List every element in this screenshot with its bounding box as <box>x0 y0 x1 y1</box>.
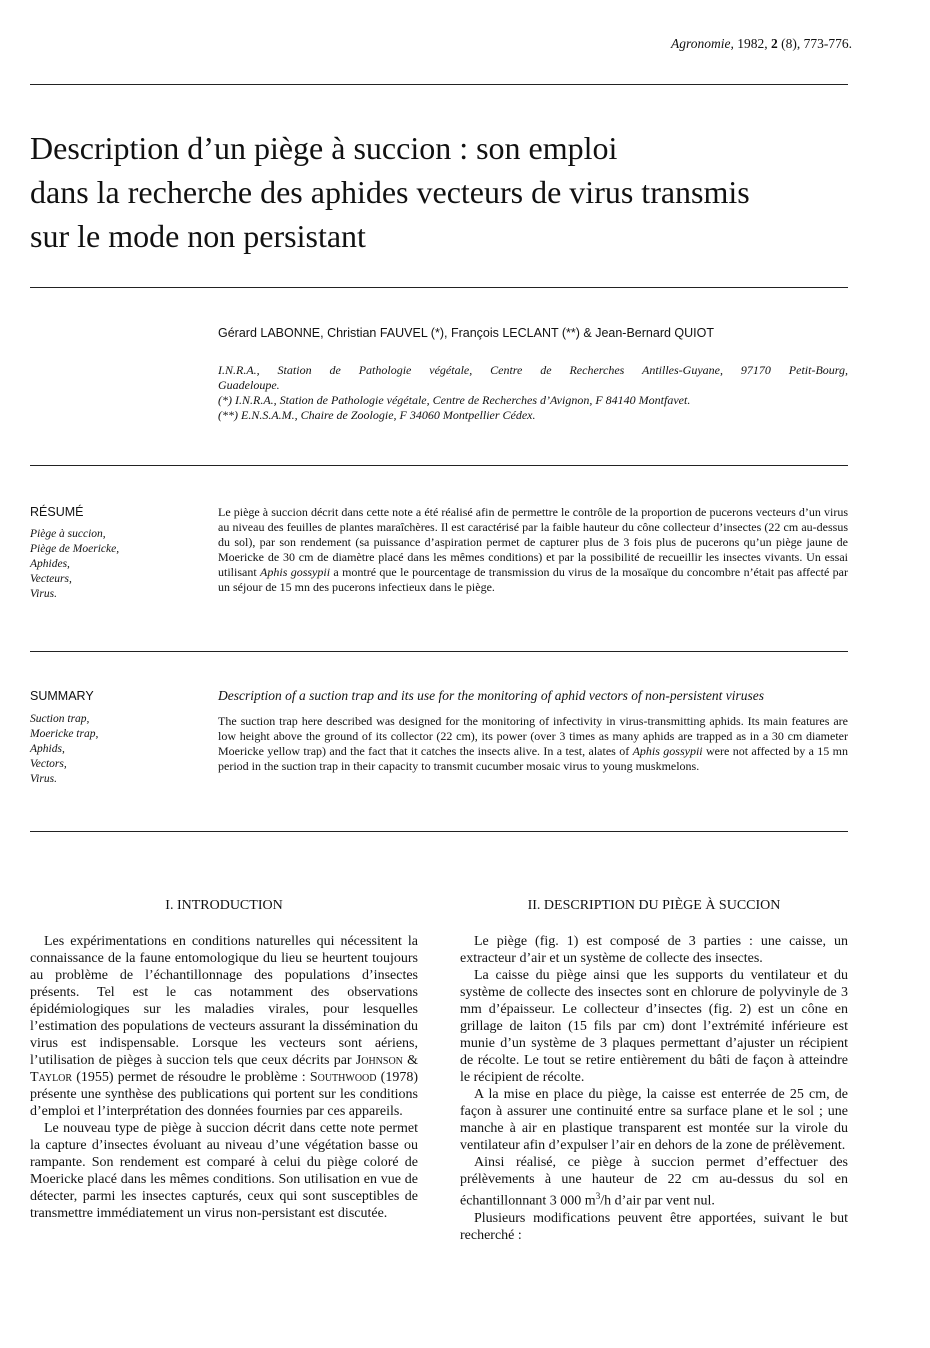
keyword: Vectors, <box>30 758 67 770</box>
paragraph: Plusieurs modifications peuvent être apportées, suivant le but recherché : <box>460 1210 848 1243</box>
summary-rule <box>30 831 848 832</box>
citation-year: 1982, <box>733 36 771 51</box>
introduction-body <box>30 933 418 1222</box>
keyword: Piège de Moericke, <box>30 543 120 555</box>
resume-text-b: a montré que le pourcentage de transmission du virus de la mosaïque du concombre n’était pas affecté par un séjour de 15 mn des pucerons infectieux dans le piège. <box>218 565 849 594</box>
superscript: 3 <box>595 1191 601 1201</box>
affiliation-1: I.N.R.A., Station de Pathologie végétale, Centre de Recherches Antilles-Guyane, 97170 Petit-Bourg, <box>218 363 848 377</box>
resume-heading: RÉSUMÉ <box>30 505 84 519</box>
keyword: Vecteurs, <box>30 573 72 585</box>
author-list: Gérard LABONNE, Christian FAUVEL (*), François LECLANT (**) & Jean-Bernard QUIOT <box>218 326 714 340</box>
section-heading-description: II. DESCRIPTION DU PIÈGE À SUCCION <box>527 898 781 913</box>
species-name: Aphis gossypii <box>632 744 703 758</box>
keyword: Moericke trap, <box>30 728 99 740</box>
affiliation-rule <box>30 465 848 466</box>
description-body <box>460 933 848 1244</box>
text-run: Ainsi réalisé, ce piège à succion permet d’effectuer des prélèvements à une hauteur de 22 cm au-dessus du sol en échantillonnant 3 000 m <box>460 1155 848 1209</box>
resume-keywords <box>30 527 119 602</box>
paragraph: Le piège (fig. 1) est composé de 3 parties : une caisse, un extracteur d’air et un système de collecte des insectes. <box>460 934 848 966</box>
title-line-3: sur le mode non persistant <box>30 218 366 254</box>
keyword: Piège à succion, <box>30 528 106 540</box>
summary-text-a: The suction trap here described was designed for the monitoring of infectivity in virus-transmitting aphids. Its main features are low height above the ground of its collector (22 cm), its power (over 3 times as many aphids are trapped as in a 30 cm diameter Moericke yellow trap) and the fact that it catches the insects alive. In a test, alates of <box>218 714 848 758</box>
keyword: Aphids, <box>30 743 65 755</box>
paragraph: A la mise en place du piège, la caisse est enterrée de 25 cm, de façon à assurer une continuité entre sa surface plane et le sol ; une manche à air en plastique transparent est montée sur la virole du ventilateur afin d’expulser l’air en dehors de la zone de prélèvement. <box>460 1087 848 1153</box>
resume-rule <box>30 651 848 652</box>
summary-title: Description of a suction trap and its use for the monitoring of aphid vectors of non-persistent viruses <box>218 688 764 703</box>
species-name: Aphis gossypii <box>260 565 331 579</box>
paragraph: Le nouveau type de piège à succion décrit dans cette note permet la capture d’insectes évoluant au niveau d’une végétation basse ou rampante. Son rendement est comparé à celui du piège coloré de Moericke placé dans les mêmes conditions. Son utilisation en vue de détecter, parmi les insectes capturés, ceux qui sont susceptibles de transmettre immédiatement un virus non-persistant est discutée. <box>30 1121 418 1221</box>
text-run: Les expérimentations en conditions naturelles qui nécessitent la connaissance de la faune entomologique du lieu se heurtent toujours au problème de l’échantillonnage des populations d’insectes présents. Tel est le cas notamment des observations épidémiologiques sur les maladies virales, pour lesquelles l’estimation des populations de vecteurs assurant la dissémination du virus est indispensable. Lorsque les vecteurs sont aériens, l’utilisation de pièges à succion tels que ceux décrits par <box>30 934 418 1068</box>
journal-name: Agronomie, <box>671 36 734 51</box>
paragraph <box>30 933 418 1120</box>
text-run: /h d’air par vent nul. <box>600 1193 715 1209</box>
text-run: (1955) permet de résoudre le problème : <box>72 1070 310 1085</box>
citation-volume: 2 <box>771 36 778 51</box>
summary-text <box>218 714 848 774</box>
title-line-1: Description d’un piège à succion : son emploi <box>30 130 618 166</box>
keyword: Aphides, <box>30 558 70 570</box>
resume-text <box>218 505 848 595</box>
summary-keywords <box>30 712 98 787</box>
paragraph: La caisse du piège ainsi que les supports du ventilateur et du système de collecte des insectes sont en chlorure de polyvinyle de 3 mm d’épaisseur. Le collecteur d’insectes (fig. 2) est un cône en grillage de laiton (15 fils par cm) dont l’extrémité inférieure est munie d’un système de 3 plaques permettant d’ajuster un récipient de récolte. Le tout se retire entièrement du bâti de façon à atteindre le récipient de récolte. <box>460 968 848 1085</box>
keyword: Virus. <box>30 588 57 600</box>
affiliation-1-cont: Guadeloupe. <box>218 378 280 392</box>
section-heading-introduction: I. INTRODUCTION <box>165 898 283 913</box>
affiliations <box>218 363 848 423</box>
affiliation-3: (**) E.N.S.A.M., Chaire de Zoologie, F 34060 Montpellier Cédex. <box>218 408 536 422</box>
citation: Johnson & Taylor <box>30 1053 418 1085</box>
header-rule <box>30 84 848 85</box>
title-line-2: dans la recherche des aphides vecteurs de virus transmis <box>30 174 750 210</box>
keyword: Suction trap, <box>30 713 90 725</box>
text-run: (1978) présente une synthèse des publications qui portent sur les conditions d’emploi et l’interprétation des données fournies par ces appareils. <box>30 1070 418 1119</box>
summary-heading: SUMMARY <box>30 689 94 703</box>
title-rule <box>30 287 848 288</box>
citation-issue-pages: (8), 773-776. <box>777 36 852 51</box>
citation: Southwood <box>309 1070 377 1085</box>
affiliation-2: (*) I.N.R.A., Station de Pathologie végétale, Centre de Recherches d’Avignon, F 84140 Montfavet. <box>218 393 691 407</box>
resume-text-a: Le piège à succion décrit dans cette note a été réalisé afin de permettre le contrôle de la proportion de pucerons vecteurs d’un virus au niveau des feuilles de plantes maraîchères. Il est caractérisé par la faible hauteur du cône collecteur d’insectes (22 cm au-dessus du sol), par son rendement (sa puissance d’aspiration permet de capturer plus de 3 fois plus de pucerons qu’un piège jaune de Moericke de 30 cm de diamètre placé dans les mêmes conditions) et par la possibilité de recueillir les insectes vivants. Un essai utilisant <box>218 505 848 579</box>
paragraph <box>460 1154 848 1210</box>
journal-citation <box>671 36 852 52</box>
summary-text-b: were not affected by a 15 mn period in the suction trap in their capacity to transmit cucumber mosaic virus to young muskmelons. <box>218 744 848 773</box>
article-title <box>30 126 870 258</box>
keyword: Virus. <box>30 773 57 785</box>
